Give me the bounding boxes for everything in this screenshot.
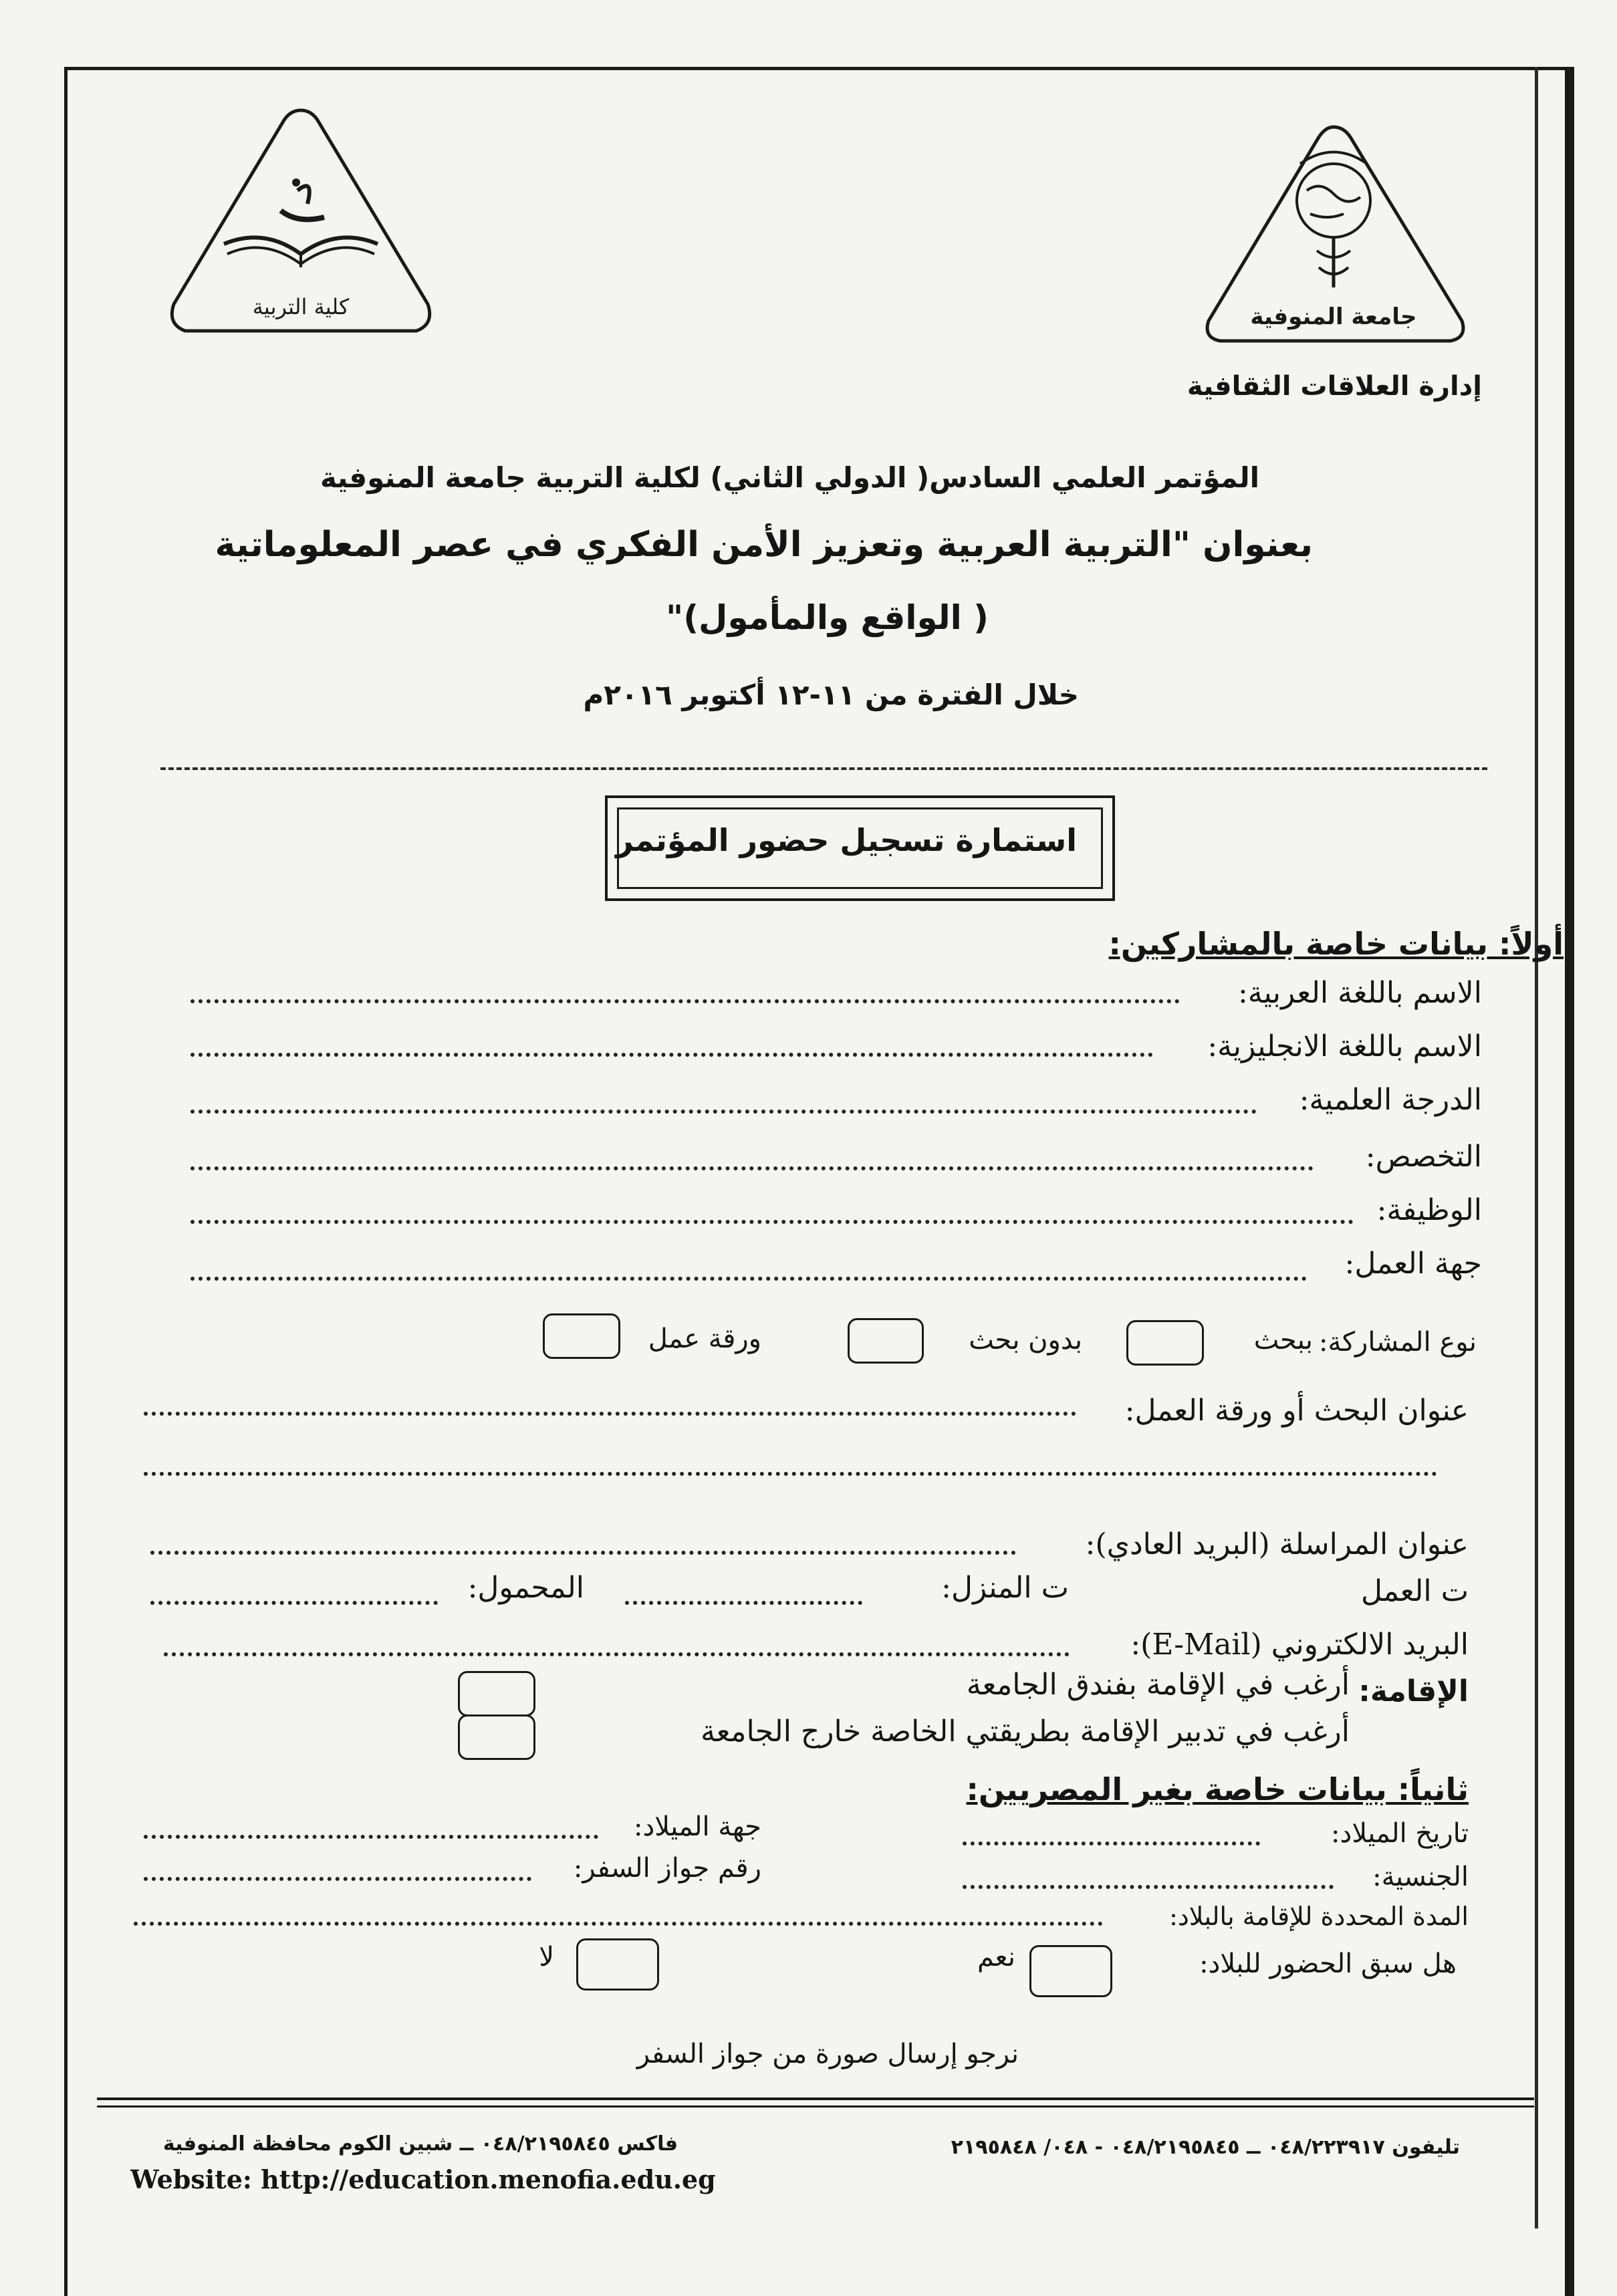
degree-label: الدرجة العلمية: <box>1299 1083 1482 1117</box>
paper-title-label: عنوان البحث أو ورقة العمل: <box>1124 1394 1469 1428</box>
opt-workpaper-checkbox[interactable] <box>543 1313 620 1359</box>
residence-opt1-label: أرغب في الإقامة بفندق الجامعة <box>966 1668 1350 1702</box>
job-label: الوظيفة: <box>1376 1193 1482 1227</box>
residence-opt2-checkbox[interactable] <box>458 1714 535 1760</box>
yes-checkbox[interactable] <box>1029 1945 1112 1997</box>
separator-dashed <box>160 767 1487 770</box>
page-border-inner <box>1535 67 1538 2228</box>
birth-date-field[interactable] <box>963 1841 1260 1845</box>
name-en-field[interactable] <box>191 1053 1153 1057</box>
paper-title-field[interactable] <box>144 1412 1076 1416</box>
birth-place-label: جهة الميلاد: <box>634 1811 761 1842</box>
mobile-label: المحمول: <box>467 1571 584 1605</box>
name-ar-field[interactable] <box>191 999 1180 1003</box>
department-name: إدارة العلاقات الثقافية <box>1187 371 1482 402</box>
section1-heading: أولاً: بيانات خاصة بالمشاركين: <box>1108 926 1564 962</box>
opt-no-research-label: بدون بحث <box>969 1325 1082 1356</box>
specialty-field[interactable] <box>191 1166 1314 1170</box>
name-en-label: الاسم باللغة الانجليزية: <box>1207 1029 1482 1063</box>
mail-address-field[interactable] <box>150 1551 1016 1555</box>
no-label: لا <box>539 1942 554 1972</box>
university-logo <box>1200 120 1471 358</box>
nationality-field[interactable] <box>963 1885 1334 1889</box>
opt-research-label: ببحث <box>1253 1325 1313 1356</box>
stay-duration-field[interactable] <box>134 1922 1103 1926</box>
opt-research-checkbox[interactable] <box>1126 1320 1204 1366</box>
residence-opt1-checkbox[interactable] <box>458 1671 535 1716</box>
birth-date-label: تاريخ الميلاد: <box>1331 1818 1469 1849</box>
faculty-logo <box>164 104 438 348</box>
conference-line-3: ( الواقع والمأمول)" <box>666 598 989 637</box>
employer-field[interactable] <box>191 1277 1307 1281</box>
email-field[interactable] <box>164 1652 1070 1656</box>
tel-home-label: ت المنزل: <box>941 1571 1069 1605</box>
nationality-label: الجنسية: <box>1372 1862 1469 1892</box>
employer-label: جهة العمل: <box>1344 1247 1482 1281</box>
footer-phones: تليفون ٠٤٨/٢٢٣٩١٧ ــ ٠٤٨/٢١٩٥٨٤٥ - ٠٤٨/ ٢١٩٥٨٤٨ <box>951 2136 1460 2159</box>
footer-fax: فاكس ٠٤٨/٢١٩٥٨٤٥ ــ شبين الكوم محافظة المنوفية <box>162 2132 678 2156</box>
job-field[interactable] <box>191 1220 1354 1224</box>
email-label: البريد الالكتروني (E-Mail): <box>1130 1628 1469 1662</box>
stay-duration-label: المدة المحددة للإقامة بالبلاد: <box>1169 1902 1469 1931</box>
tel-home-field[interactable] <box>625 1601 862 1605</box>
residence-label: الإقامة: <box>1358 1674 1469 1708</box>
participation-label: نوع المشاركة: <box>1319 1327 1477 1358</box>
footer-rule-top <box>97 2097 1534 2100</box>
degree-field[interactable] <box>191 1110 1257 1114</box>
passport-label: رقم جواز السفر: <box>573 1853 761 1884</box>
opt-workpaper-label: ورقة عمل <box>648 1323 761 1354</box>
conference-line-1: المؤتمر العلمي السادس( الدولي الثاني) لكلية التربية جامعة المنوفية <box>320 461 1259 494</box>
yes-label: نعم <box>977 1942 1015 1972</box>
passport-note: نرجو إرسال صورة من جواز السفر <box>636 2039 1019 2069</box>
footer-website[interactable]: Website: http://education.menofia.edu.eg <box>130 2164 716 2194</box>
conference-line-2: بعنوان "التربية العربية وتعزيز الأمن الفكري في عصر المعلوماتية <box>215 525 1313 565</box>
mobile-field[interactable] <box>150 1601 438 1605</box>
no-checkbox[interactable] <box>576 1938 659 1991</box>
opt-no-research-checkbox[interactable] <box>848 1318 924 1364</box>
specialty-label: التخصص: <box>1365 1140 1482 1174</box>
form-title: استمارة تسجيل حضور المؤتمر <box>616 822 1077 858</box>
residence-opt2-label: أرغب في تدبير الإقامة بطريقتي الخاصة خارج الجامعة <box>701 1714 1350 1749</box>
passport-field[interactable] <box>144 1877 531 1881</box>
tel-work-label: ت العمل <box>1360 1574 1469 1608</box>
previous-visit-label: هل سبق الحضور للبلاد: <box>1199 1948 1457 1979</box>
footer-rule-bottom <box>97 2106 1534 2108</box>
conference-dates: خلال الفترة من ١١-١٢ أكتوبر ٢٠١٦م <box>583 678 1079 711</box>
mail-address-label: عنوان المراسلة (البريد العادي): <box>1085 1527 1469 1561</box>
birth-place-field[interactable] <box>144 1835 598 1839</box>
faculty-logo-text: كلية التربية <box>252 294 350 320</box>
paper-title-field-2[interactable] <box>144 1472 1437 1476</box>
section2-heading: ثانياً: بيانات خاصة بغير المصريين: <box>966 1771 1469 1807</box>
university-logo-text: جامعة المنوفية <box>1250 303 1417 330</box>
name-ar-label: الاسم باللغة العربية: <box>1238 976 1482 1010</box>
